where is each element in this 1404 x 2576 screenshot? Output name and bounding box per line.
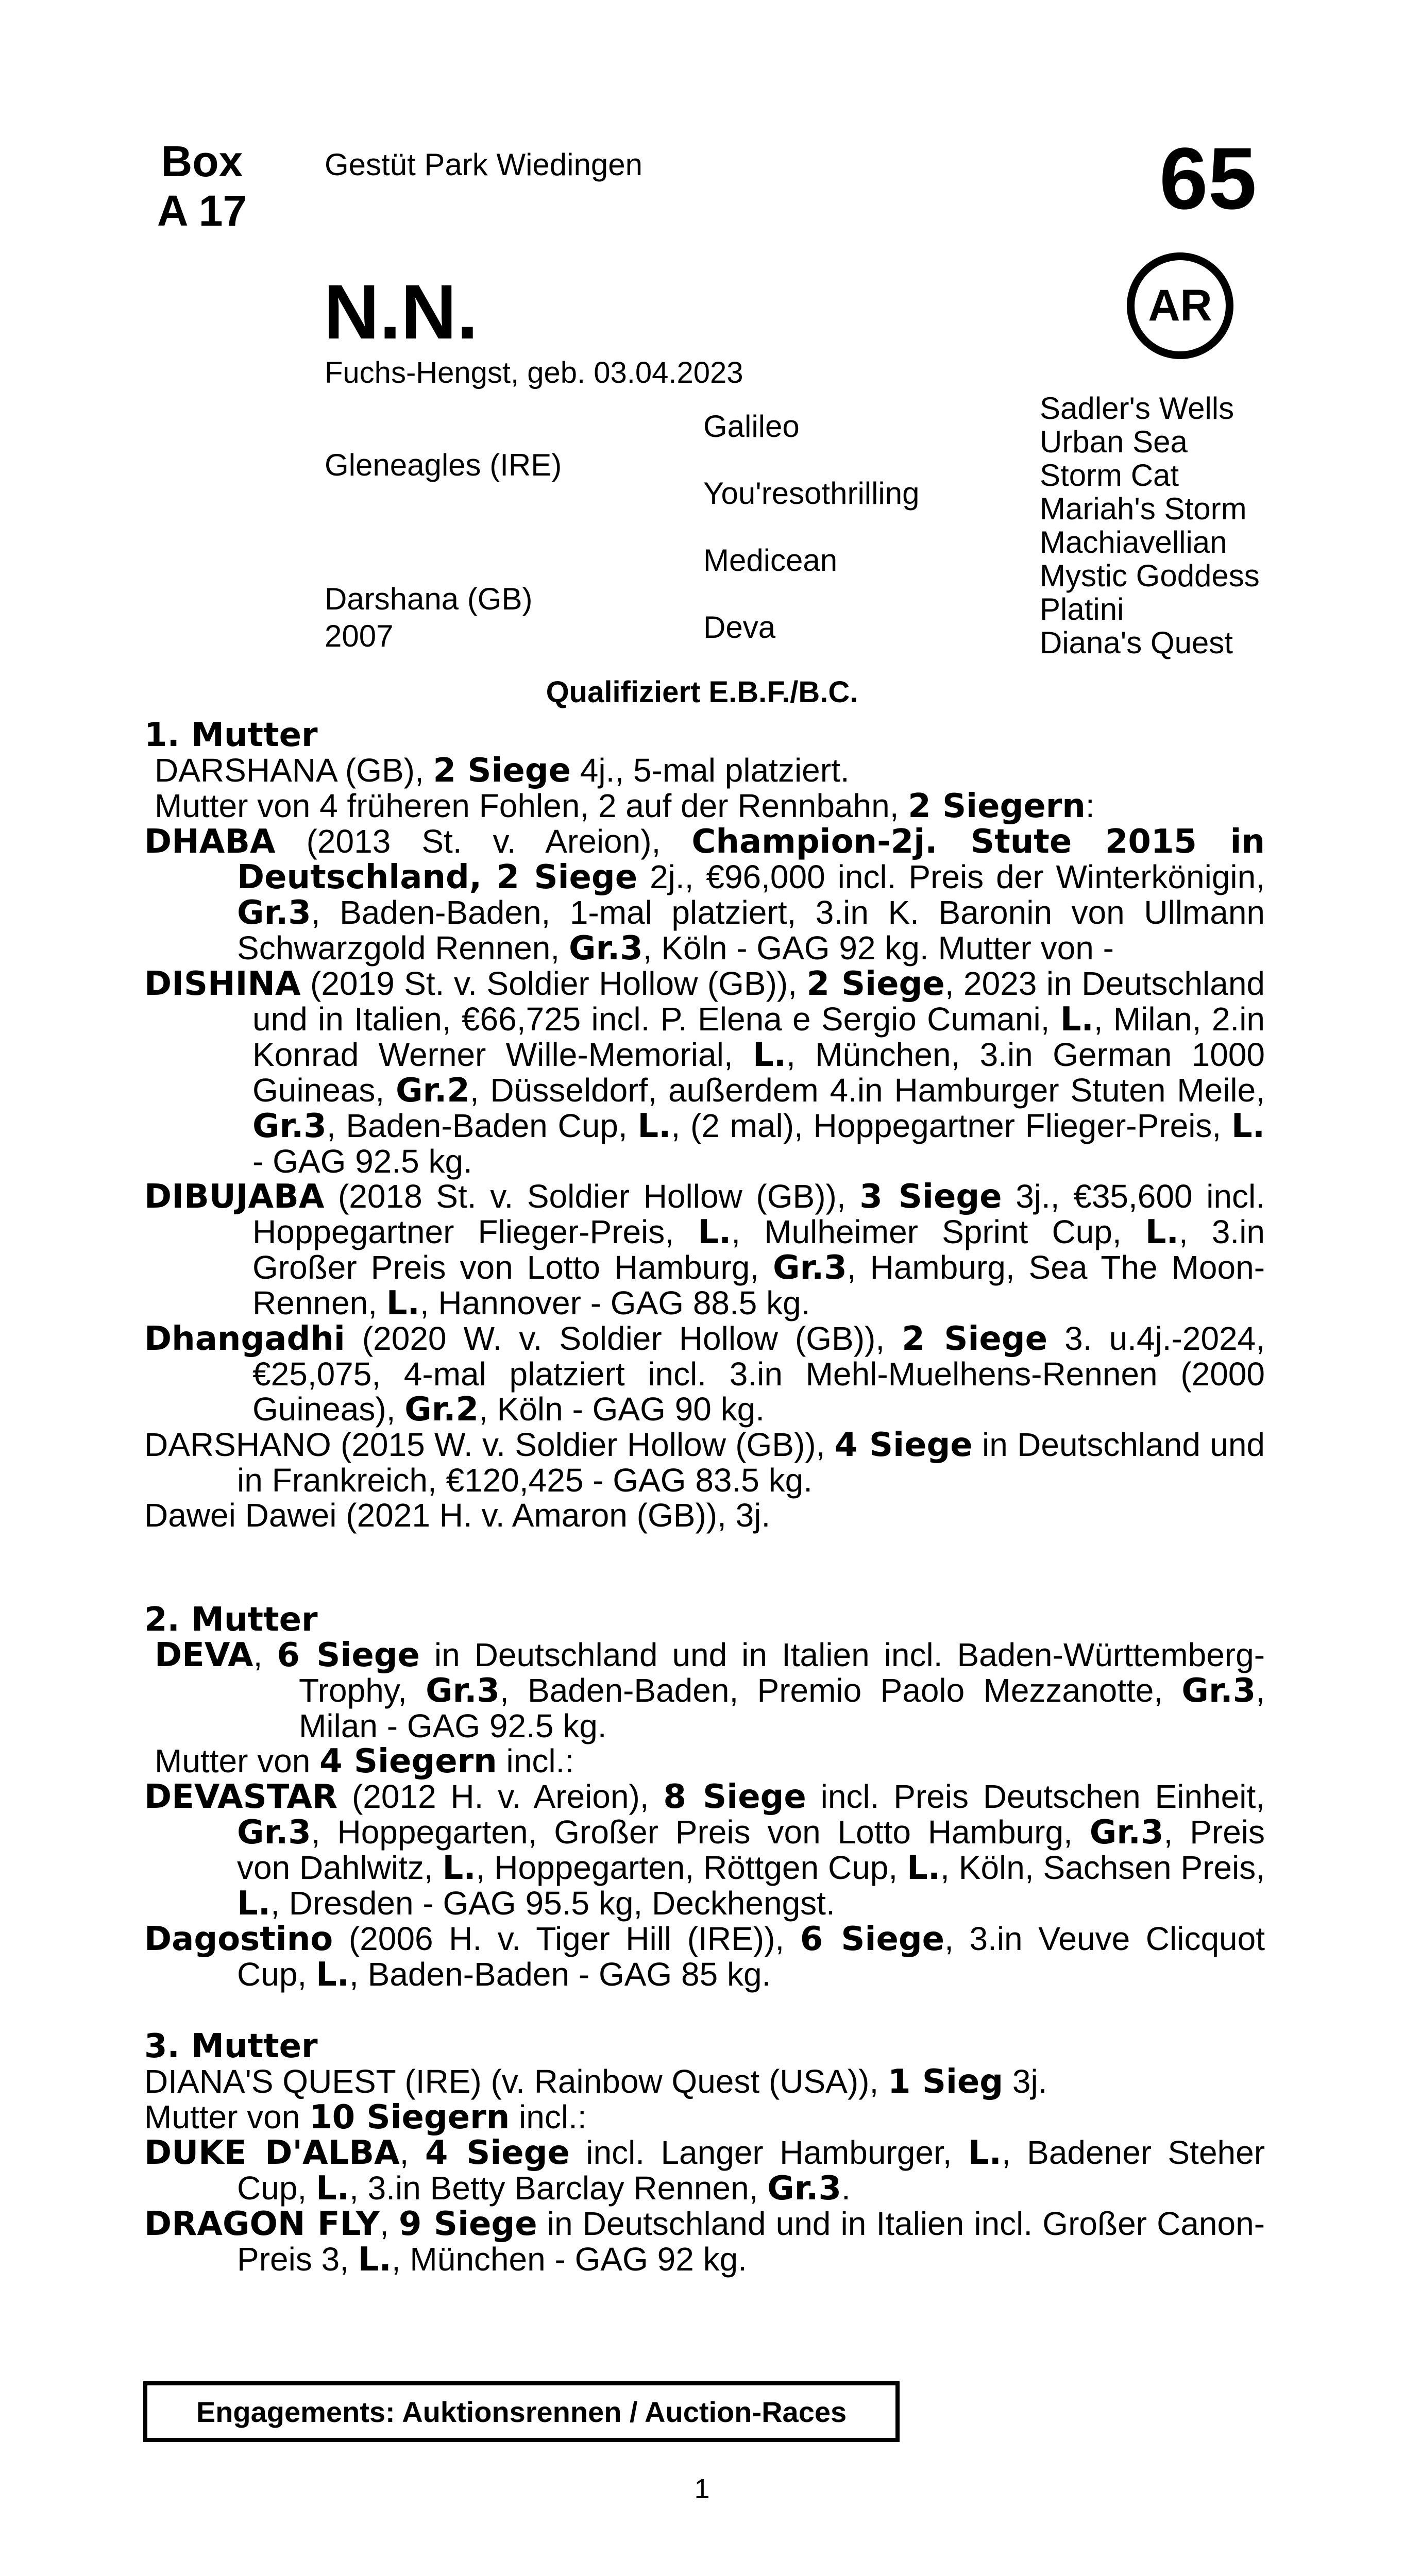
pedigree-gen3-item: Mariah's Storm xyxy=(1040,492,1247,526)
horse-description: Fuchs-Hengst, geb. 03.04.2023 xyxy=(325,356,743,389)
pedigree-sire-sire: Galileo xyxy=(703,409,800,444)
box-label-text: Box xyxy=(161,137,243,185)
dam-record: DEVA, 6 Siege in Deutschland und in Italien incl. Baden-Württemberg-Trophy, Gr.3, Baden-Baden, Premio Paolo Mezzanotte, Gr.3, Milan - GAG 92.5 kg. xyxy=(155,1636,1265,1744)
pedigree-dam-sire: Medicean xyxy=(703,543,838,578)
pedigree-gen3-item: Mystic Goddess xyxy=(1040,558,1260,593)
first-dam-section xyxy=(144,718,1265,1533)
pedigree-gen3-item: Diana's Quest xyxy=(1040,625,1233,660)
pedigree-gen3 xyxy=(1040,392,1260,659)
pedigree-gen3-item: Platini xyxy=(1040,592,1124,626)
ar-badge: AR xyxy=(1127,252,1233,359)
offspring-entry: DRAGON FLY, 9 Siege in Deutschland und in Italien incl. Großer Canon-Preis 3, L., München - GAG 92 kg. xyxy=(144,2205,1265,2279)
grand-offspring-entry: Dhangadhi (2020 W. v. Soldier Hollow (GB)), 2 Siege 3. u.4j.-2024, €25,075, 4-mal platziert incl. 3.in Mehl-Muelhens-Rennen (2000 Guineas), Gr.2, Köln - GAG 90 kg. xyxy=(144,1320,1265,1429)
qualification: Qualifiziert E.B.F./B.C. xyxy=(546,675,858,709)
dam-produce-summary: Mutter von 10 Siegern incl.: xyxy=(144,2098,587,2137)
lot-number: 65 xyxy=(1159,130,1257,228)
offspring-entry: Dagostino (2006 H. v. Tiger Hill (IRE)), 6 Siege, 3.in Veuve Clicquot Cup, L., Baden-Baden - GAG 85 kg. xyxy=(144,1920,1265,1994)
dam-produce-summary: Mutter von 4 Siegern incl.: xyxy=(155,1742,574,1781)
pedigree-gen3-item: Storm Cat xyxy=(1040,458,1179,493)
offspring-list xyxy=(144,1779,1265,1992)
section-heading: 2. Mutter xyxy=(144,1601,318,1639)
dam-record: DARSHANA (GB), 2 Siege 4j., 5-mal platziert. xyxy=(155,752,850,790)
box-label xyxy=(135,137,269,235)
dam-record: DIANA'S QUEST (IRE) (v. Rainbow Quest (USA)), 1 Sieg 3j. xyxy=(144,2063,1047,2101)
offspring-entry: DHABA (2013 St. v. Areion), Champion-2j. Stute 2015 in Deutschland, 2 Siege 2j., €96,000 incl. Preis der Winterkönigin, Gr.3, Baden-Baden, 1-mal platziert, 3.in K. Baronin von Ullmann Schwarzgold Rennen, Gr.3, Köln - GAG 92 kg. Mutter von - xyxy=(144,823,1265,968)
pedigree-dam: Darshana (GB) xyxy=(325,582,533,616)
pedigree-dam-year: 2007 xyxy=(325,619,394,653)
pedigree-sire: Gleneagles (IRE) xyxy=(325,448,562,482)
pedigree-gen3-item: Sadler's Wells xyxy=(1040,391,1234,426)
second-dam-section xyxy=(144,1602,1265,1992)
pedigree-gen3-item: Urban Sea xyxy=(1040,425,1188,459)
horse-name: N.N. xyxy=(324,268,478,355)
offspring-entry: DEVASTAR (2012 H. v. Areion), 8 Siege incl. Preis Deutschen Einheit, Gr.3, Hoppegarten, Großer Preis von Lotto Hamburg, Gr.3, Preis von Dahlwitz, L., Hoppegarten, Röttgen Cup, L., Köln, Sachsen Preis, L., Dresden - GAG 95.5 kg, Deckhengst. xyxy=(144,1778,1265,1923)
offspring-list xyxy=(144,2135,1265,2277)
offspring-entry: Dawei Dawei (2021 H. v. Amaron (GB)), 3j. xyxy=(144,1497,771,1534)
pedigree-gen3-item: Machiavellian xyxy=(1040,525,1227,560)
offspring-entry: DARSHANO (2015 W. v. Soldier Hollow (GB)), 4 Siege in Deutschland und in Frankreich, €120,425 - GAG 83.5 kg. xyxy=(144,1426,1265,1499)
engagements-box: Engagements: Auktionsrennen / Auction-Races xyxy=(143,2381,900,2442)
dam-produce-summary: Mutter von 4 früheren Fohlen, 2 auf der Rennbahn, 2 Siegern: xyxy=(155,787,1095,825)
breeder: Gestüt Park Wiedingen xyxy=(325,147,642,182)
grand-offspring-entry: DIBUJABA (2018 St. v. Soldier Hollow (GB)), 3 Siege 3j., €35,600 incl. Hoppegartner Flieger-Preis, L., Mulheimer Sprint Cup, L., 3.in Großer Preis von Lotto Hamburg, Gr.3, Hamburg, Sea The Moon-Rennen, L., Hannover - GAG 88.5 kg. xyxy=(144,1178,1265,1323)
box-number: A 17 xyxy=(157,187,247,235)
section-heading: 3. Mutter xyxy=(144,2027,318,2065)
page-number: 1 xyxy=(694,2473,710,2504)
section-heading: 1. Mutter xyxy=(144,716,318,754)
offspring-list xyxy=(144,824,1265,1533)
offspring-entry: DUKE D'ALBA, 4 Siege incl. Langer Hamburger, L., Badener Steher Cup, L., 3.in Betty Barclay Rennen, Gr.3. xyxy=(144,2134,1265,2208)
pedigree-dam-dam: Deva xyxy=(703,610,776,645)
grand-offspring-entry: DISHINA (2019 St. v. Soldier Hollow (GB)), 2 Siege, 2023 in Deutschland und in Italien, €66,725 incl. P. Elena e Sergio Cumani, L., Milan, 2.in Konrad Werner Wille-Memorial, L., München, 3.in German 1000 Guineas, Gr.2, Düsseldorf, außerdem 4.in Hamburger Stuten Meile, Gr.3, Baden-Baden Cup, L., (2 mal), Hoppegartner Flieger-Preis, L. - GAG 92.5 kg. xyxy=(144,965,1265,1180)
pedigree-sire-dam: You'resothrilling xyxy=(703,476,920,511)
third-dam-section xyxy=(144,2029,1265,2277)
